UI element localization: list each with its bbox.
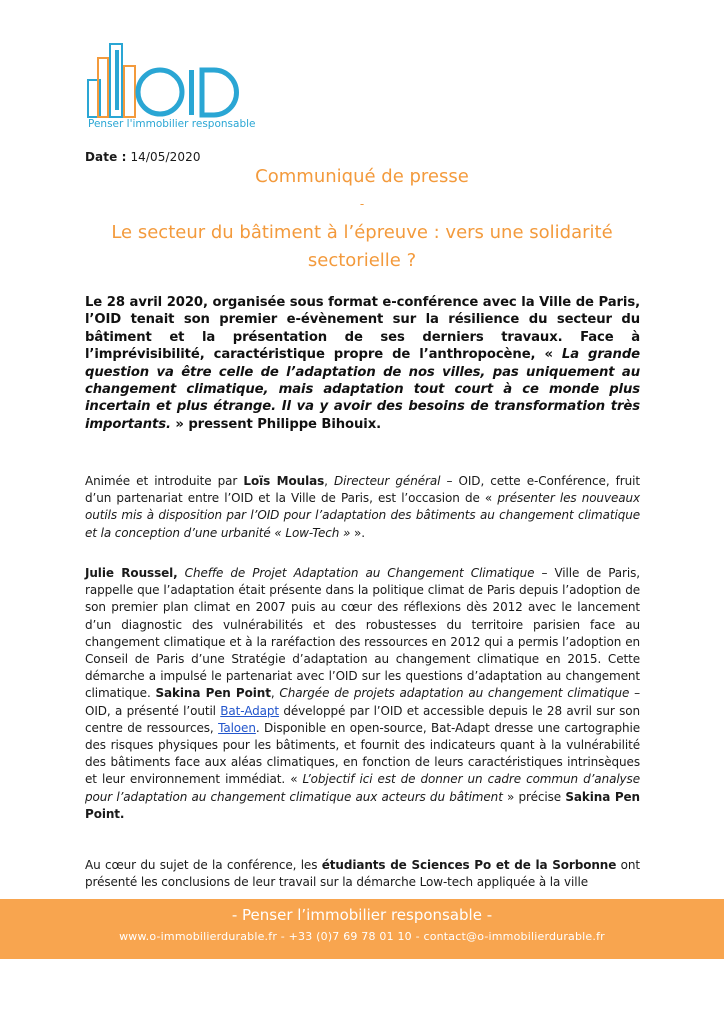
p2-text-a: – Ville de Paris, rappelle que l’adaptation était présente dans la politique climat de Paris depuis l’adoption de son premier plan climat en 2007 puis au cœur des réflexions dès 2012 avec le lancement d’un diagnostic des vulnérabilités et des robustesses du territoire parisien face au changement climatique et à la raréfaction des ressources en 2012 qui a permis l’adoption en Conseil de Paris d’une Stratégie d’adaptation au changement climatique en 2015. Cette démarche a impulsé le partenariat avec l’OID sur les questions d’adaptation au changement climatique. [85,566,640,701]
speaker-name-julie: Julie Roussel, [85,566,178,580]
speaker-role-julie: Cheffe de Projet Adaptation au Changement Climatique [177,566,535,580]
p2-text-c: – OID, a présenté l’outil [85,686,640,718]
students-label: étudiants de Sciences Po et de la Sorbonne [321,858,617,872]
p1-text-a: Animée et introduite par [85,474,244,488]
p3-text-a: Au cœur du sujet de la conférence, les [85,858,322,872]
press-release-heading: Communiqué de presse [255,166,469,187]
p3-text-b: ont présenté les conclusions de leur travail sur la démarche Low-tech appliquée à la ville [85,858,641,890]
p1-quote: présenter les nouveaux outils mis à disposition par l’OID pour l’adaptation des bâtiments au changement climatique et la conception d’une urbanité « Low-Tech » [85,491,640,540]
paragraph-intro-conference [85,473,640,542]
lead-outro: » pressent Philippe Bihouix. [170,416,382,432]
date-label: Date : [85,150,127,164]
date-value: 14/05/2020 [130,150,201,164]
lead-quote: La grande question va être celle de l’adaptation de nos villes, pas uniquement au changement climatique, mais adaptation tout court à ce monde plus incertain et plus étrange. Il va y avoir des besoins de transformation très importants. [85,347,641,432]
paragraph-students [85,857,640,891]
logo-tagline: Penser l'immobilier responsable [88,118,256,130]
p2-text-b: , [270,686,280,701]
p1-text-d: ». [354,525,365,540]
lead-intro: Le 28 avril 2020, organisée sous format e-conférence avec la Ville de Paris, l’OID tenait son premier e-évènement sur la résilience du secteur du bâtiment et la présentation de ses derniers travaux. Face à l’imprévisibilité, caractéristique propre de l’anthropocène, « [85,295,640,363]
date-line [85,150,201,164]
speaker-name-lois: Loïs Moulas [243,474,325,488]
taloen-link[interactable]: Taloen [218,720,256,735]
footer-slogan: - Penser l’immobilier responsable - [231,906,493,924]
bat-adapt-link[interactable]: Bat-Adapt [220,703,280,718]
oid-logo [84,40,256,136]
speaker-role-sakina: Chargée de projets adaptation au changement climatique [279,686,630,701]
paragraph-speakers [85,565,640,823]
p1-text-b: , [324,474,335,488]
footer-banner [0,899,724,959]
p2-text-f: » précise [502,789,566,804]
lead-paragraph [85,294,640,433]
title-separator: - [359,197,365,211]
building-logo-icon [84,40,256,120]
speaker-role-lois: Directeur général [334,474,441,488]
footer-contact[interactable]: www.o-immobilierdurable.fr - +33 (0)7 69 78 01 10 - contact@o-immobilierdurable.fr [119,930,605,943]
speaker-name-sakina: Sakina Pen Point [155,686,271,701]
p2-text-e: . Disponible en open-source, Bat-Adapt dresse une cartographie des risques physiques pour les bâtiments, et fournit des indicateurs quant à la vulnérabilité des bâtiments face aux aléas climatiques, en fonction de leurs caractéristiques intrinsèques et leur environnement immédiat. « [85,720,640,787]
speaker-name-sakina-2: Sakina Pen Point. [85,789,640,821]
page-title: Le secteur du bâtiment à l’épreuve : vers une solidarité sectorielle ? [111,222,613,271]
p1-text-c: – OID, cette e-Conférence, fruit d’un partenariat entre l’OID et la Ville de Paris, est l’occasion de « [85,474,640,506]
p2-text-d: développé par l’OID et accessible depuis le 28 avril sur son centre de ressources, [85,703,641,735]
p2-quote: L’objectif ici est de donner un cadre commun d’analyse pour l’adaptation au changement climatique aux acteurs du bâtiment [85,772,640,804]
